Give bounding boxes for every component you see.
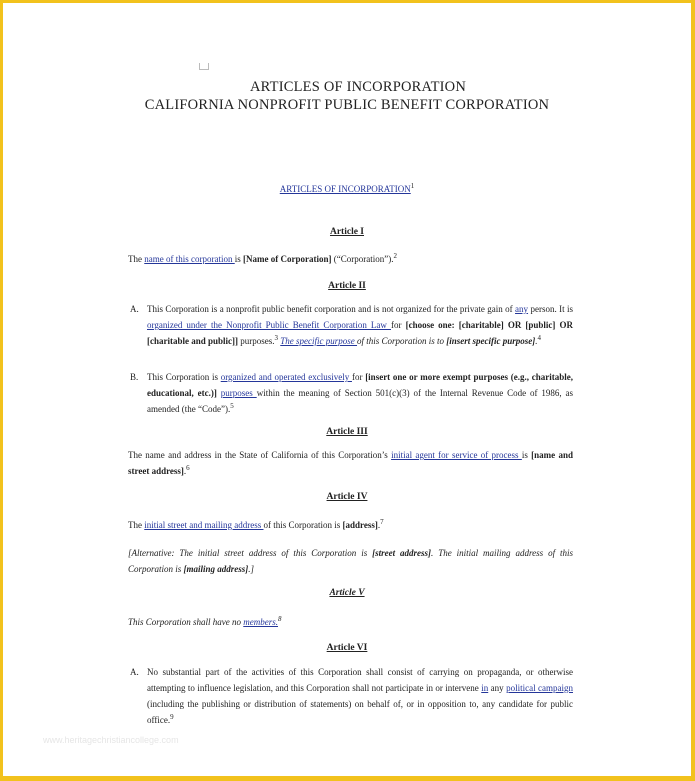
any-link[interactable]: any: [515, 304, 529, 314]
in-link[interactable]: in: [481, 683, 489, 693]
watermark-text: www.heritagechristiancollege.com: [43, 735, 179, 745]
footnote-ref[interactable]: 2: [393, 252, 397, 260]
article-2-heading: Article II: [328, 281, 366, 291]
doc-subtitle: [3, 184, 691, 194]
article-4-heading: Article IV: [326, 492, 368, 502]
footnote-ref[interactable]: 3: [274, 334, 279, 342]
footnote-ref[interactable]: 9: [170, 713, 174, 721]
footnote-ref[interactable]: 6: [186, 464, 190, 472]
footnote-ref[interactable]: 5: [230, 402, 234, 410]
doc-title-line1: ARTICLES OF INCORPORATION: [249, 79, 466, 95]
article-4-alternative: [Alternative: The initial street address of this Corporation is [street address]. The initial mailing address of this Corporation is [mailing address].]: [128, 548, 573, 574]
article-6-item-a: A. No substantial part of the activities of this Corporation shall consist of carrying on propaganda, or otherwise attempting to influence legislation, and this Corporation shall not participate in or intervene in any political campaign (including the publishing or distribution of statements) on behalf of, or in opposition to, any candidate for public office.$^9$: [130, 664, 573, 728]
article-2-item-b: B. This Corporation is organized and operated exclusively for [insert one or more exempt purposes (e.g., charitable, educational, etc.)] purposes within the meaning of Section 501(c)(3) of the Internal Revenue Code of 1986, as amended (the “Code”).$^5$: [130, 369, 573, 417]
document-page: [3, 3, 691, 776]
specific-purpose-link[interactable]: The specific purpose: [280, 336, 358, 346]
article-2-item-a: A. This Corporation is a nonprofit public benefit corporation and is not organized for the private gain of any person. It is organized under the Nonprofit Public Benefit Corporation Law for [choose one: [charitable] OR [public] OR [charitable and public]] purposes.$^3$ The specific purpose of this Corporation is to [insert specific purpose].$^4$: [130, 301, 573, 349]
item-label: A.: [130, 304, 139, 314]
article-3-text: The name and address in the State of California of this Corporation’s initial agent for service of process is [name and street address].$^6$: [128, 450, 573, 476]
name-of-corporation-link[interactable]: name of this corporation: [144, 254, 235, 264]
initial-agent-link[interactable]: initial agent for service of process: [391, 450, 522, 460]
footnote-ref[interactable]: 1: [410, 182, 415, 190]
article-6-heading: Article VI: [326, 643, 368, 653]
purposes-link[interactable]: purposes: [220, 388, 257, 398]
footnote-ref[interactable]: 4: [537, 334, 542, 342]
item-label: A.: [130, 667, 139, 677]
footnote-ref[interactable]: 7: [380, 518, 384, 526]
initial-address-link[interactable]: initial street and mailing address: [144, 520, 264, 530]
political-campaign-link[interactable]: political campaign: [506, 683, 573, 693]
item-label: B.: [130, 372, 139, 382]
article-5-text: This Corporation shall have no members.$^8$: [128, 615, 282, 627]
organized-operated-link[interactable]: organized and operated exclusively: [220, 372, 352, 382]
article-4-text: The initial street and mailing address of this Corporation is [address].$^7$: [128, 518, 384, 530]
article-3-heading: Article III: [326, 427, 368, 437]
article-5-heading: Article V: [329, 588, 365, 598]
article-1-text: The name of this corporation is [Name of Corporation] (“Corporation”).$^2$: [128, 252, 397, 264]
subtitle-link[interactable]: ARTICLES OF INCORPORATION: [279, 184, 411, 194]
text-cursor-mark: [199, 63, 209, 70]
nonprofit-law-link[interactable]: organized under the Nonprofit Public Benefit Corporation Law: [147, 320, 391, 330]
doc-title-line2: CALIFORNIA NONPROFIT PUBLIC BENEFIT CORPORATION: [144, 97, 550, 113]
footnote-ref[interactable]: 8: [278, 615, 282, 623]
article-1-heading: Article I: [329, 227, 365, 237]
members-link[interactable]: members.: [243, 617, 279, 627]
